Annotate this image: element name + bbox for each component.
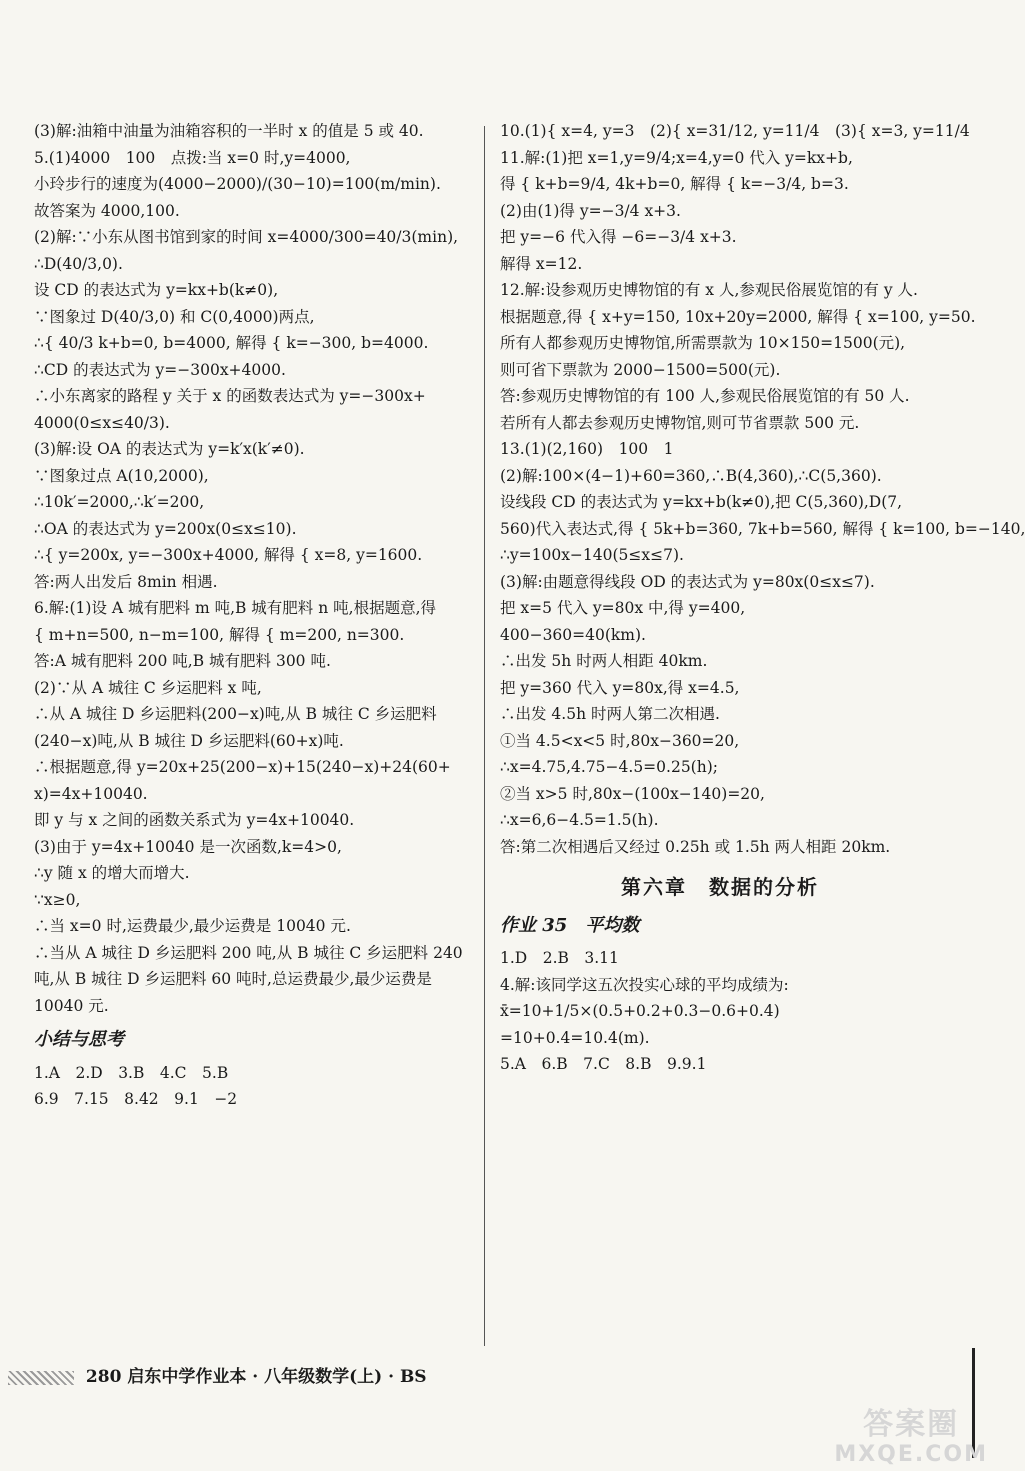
answer-line: 10.(1){ x=4, y=3 (2){ x=31/12, y=11/4 (3){ x=3, y=11/4 xyxy=(500,122,970,140)
answer-line: 把 y=360 代入 y=80x,得 x=4.5, xyxy=(500,678,740,697)
answer-line: ∴当 x=0 时,运费最少,最少运费是 10040 元. xyxy=(34,917,351,935)
answer-line: 根据题意,得 { x+y=150, 10x+20y=2000, 解得 { x=100, y=50. xyxy=(500,307,976,326)
answer-line: 1.A 2.D 3.B 4.C 5.B xyxy=(34,1063,229,1082)
answer-line: 小玲步行的速度为(4000−2000)/(30−10)=100(m/min). xyxy=(34,175,441,193)
book-title: 启东中学作业本 · 八年级数学(上) · BS xyxy=(127,1367,427,1387)
left-answer-lines xyxy=(34,118,474,1019)
answer-line: 把 x=5 代入 y=80x 中,得 y=400, xyxy=(500,599,746,617)
page-number: 280 xyxy=(85,1367,122,1387)
right-column xyxy=(500,118,1025,1078)
left-column xyxy=(34,118,474,1113)
answer-line: 400−360=40(km). xyxy=(500,625,646,644)
left-tail-lines xyxy=(34,1060,474,1113)
answer-line: 13.(1)(2,160) 100 1 xyxy=(500,440,674,458)
section-title: 作业 35 平均数 xyxy=(500,914,640,936)
answer-line: ∵图象过点 A(10,2000), xyxy=(34,466,209,485)
left-section-title: 小结与思考 xyxy=(34,1029,124,1050)
answer-line: ∴当从 A 城往 D 乡运肥料 200 吨,从 B 城往 C 乡运肥料 240 xyxy=(34,943,463,962)
answer-line: ②当 x>5 时,80x−(100x−140)=20, xyxy=(500,784,765,803)
right-answer-lines xyxy=(500,118,1025,860)
answer-line: 设 CD 的表达式为 y=kx+b(k≠0), xyxy=(34,281,279,299)
column-divider xyxy=(484,126,485,1346)
answer-line: ∴CD 的表达式为 y=−300x+4000. xyxy=(34,360,286,379)
answer-line: 6.9 7.15 8.42 9.1 −2 xyxy=(34,1090,238,1108)
answer-line: 则可省下票款为 2000−1500=500(元). xyxy=(500,360,781,379)
answer-line: (240−x)吨,从 B 城往 D 乡运肥料(60+x)吨. xyxy=(34,731,344,750)
answer-line: 答:第二次相遇后又经过 0.25h 或 1.5h 两人相距 20km. xyxy=(500,837,891,856)
answer-line: 即 y 与 x 之间的函数关系式为 y=4x+10040. xyxy=(34,811,355,829)
chapter-title: 第六章 数据的分析 xyxy=(621,875,819,899)
answer-line: ∴D(40/3,0). xyxy=(34,254,123,273)
answer-line: 4.解:该同学这五次投实心球的平均成绩为: xyxy=(500,975,789,994)
answer-line: 12.解:设参观历史博物馆的有 x 人,参观民俗展览馆的有 y 人. xyxy=(500,281,918,299)
footer-pattern-icon xyxy=(8,1371,74,1385)
answer-line: ∴从 A 城往 D 乡运肥料(200−x)吨,从 B 城往 C 乡运肥料 xyxy=(34,705,437,723)
page-footer xyxy=(8,1362,427,1387)
answer-line: ∴y=100x−140(5≤x≤7). xyxy=(500,546,684,564)
answer-line: ∴10k′=2000,∴k′=200, xyxy=(34,493,205,511)
answer-line: ∴{ y=200x, y=−300x+4000, 解得 { x=8, y=1600. xyxy=(34,546,423,564)
answer-line: 11.解:(1)把 x=1,y=9/4;x=4,y=0 代入 y=kx+b, xyxy=(500,148,853,167)
answer-line: (2)解:∵小东从图书馆到家的时间 x=4000/300=40/3(min), xyxy=(34,228,459,246)
answer-line: ∴小东离家的路程 y 关于 x 的函数表达式为 y=−300x+ xyxy=(34,387,426,405)
answer-line: x)=4x+10040. xyxy=(34,784,148,803)
answer-line: (3)由于 y=4x+10040 是一次函数,k=4>0, xyxy=(34,837,342,856)
answer-line: 5.(1)4000 100 点拨:当 x=0 时,y=4000, xyxy=(34,148,351,167)
watermark-logo xyxy=(834,1407,988,1470)
answer-line: 设线段 CD 的表达式为 y=kx+b(k≠0),把 C(5,360),D(7, xyxy=(500,493,903,511)
answer-line: ∴出发 4.5h 时两人第二次相遇. xyxy=(500,705,720,723)
answer-line: 6.解:(1)设 A 城有肥料 m 吨,B 城有肥料 n 吨,根据题意,得 xyxy=(34,599,437,617)
answer-line: ∴{ 40/3 k+b=0, b=4000, 解得 { k=−300, b=4000. xyxy=(34,334,429,352)
answer-line: 答:两人出发后 8min 相遇. xyxy=(34,572,218,591)
watermark-line1: 答案圈 xyxy=(863,1407,960,1442)
answer-line: 4000(0≤x≤40/3). xyxy=(34,413,170,432)
answer-line: 所有人都参观历史博物馆,所需票款为 10×150=1500(元), xyxy=(500,334,906,352)
answer-line: (3)解:油箱中油量为油箱容积的一半时 x 的值是 5 或 40. xyxy=(34,122,424,140)
answer-line: ∴根据题意,得 y=20x+25(200−x)+15(240−x)+24(60+ xyxy=(34,758,451,776)
answer-line: 故答案为 4000,100. xyxy=(34,201,180,220)
answer-line: ∵图象过 D(40/3,0) 和 C(0,4000)两点, xyxy=(34,307,315,326)
answer-line: 答:A 城有肥料 200 吨,B 城有肥料 300 吨. xyxy=(34,652,331,670)
answer-line: ∵x≥0, xyxy=(34,890,81,909)
answer-line: 10040 元. xyxy=(34,996,109,1015)
answer-line: { m+n=500, n−m=100, 解得 { m=200, n=300. xyxy=(34,625,405,644)
answer-line: ∴出发 5h 时两人相距 40km. xyxy=(500,652,708,670)
answer-line: ∴x=6,6−4.5=1.5(h). xyxy=(500,811,659,829)
answer-line: (2)解:100×(4−1)+60=360,∴B(4,360),∴C(5,360). xyxy=(500,466,882,485)
answer-line: ①当 4.5<x<5 时,80x−360=20, xyxy=(500,731,740,750)
answer-line: ∴x=4.75,4.75−4.5=0.25(h); xyxy=(500,758,718,776)
answer-line: =10+0.4=10.4(m). xyxy=(500,1028,650,1047)
right-tail-lines xyxy=(500,945,940,1078)
answer-line: 1.D 2.B 3.11 xyxy=(500,949,619,967)
answer-line: (2)∵从 A 城往 C 乡运肥料 x 吨, xyxy=(34,678,262,697)
answer-line: (3)解:设 OA 的表达式为 y=k′x(k′≠0). xyxy=(34,440,305,458)
answer-line: 得 { k+b=9/4, 4k+b=0, 解得 { k=−3/4, b=3. xyxy=(500,175,849,193)
answer-line: 解得 x=12. xyxy=(500,254,583,273)
answer-line: 答:参观历史博物馆的有 100 人,参观民俗展览馆的有 50 人. xyxy=(500,387,910,405)
answer-line: 若所有人都去参观历史博物馆,则可节省票款 500 元. xyxy=(500,413,860,432)
answer-line: ∴OA 的表达式为 y=200x(0≤x≤10). xyxy=(34,519,297,538)
answer-line: x̄=10+1/5×(0.5+0.2+0.3−0.6+0.4) xyxy=(500,1002,780,1020)
watermark-line2: MXQE.COM xyxy=(834,1442,988,1467)
answer-line: (3)解:由题意得线段 OD 的表达式为 y=80x(0≤x≤7). xyxy=(500,572,875,591)
answer-line: 560)代入表达式,得 { 5k+b=360, 7k+b=560, 解得 { k=100, b=−140, xyxy=(500,519,1025,538)
answer-line: 5.A 6.B 7.C 8.B 9.9.1 xyxy=(500,1055,707,1073)
answer-line: (2)由(1)得 y=−3/4 x+3. xyxy=(500,201,681,220)
answer-line: ∴y 随 x 的增大而增大. xyxy=(34,864,190,882)
answer-line: 吨,从 B 城往 D 乡运肥料 60 吨时,总运费最少,最少运费是 xyxy=(34,970,432,988)
answer-line: 把 y=−6 代入得 −6=−3/4 x+3. xyxy=(500,228,737,246)
